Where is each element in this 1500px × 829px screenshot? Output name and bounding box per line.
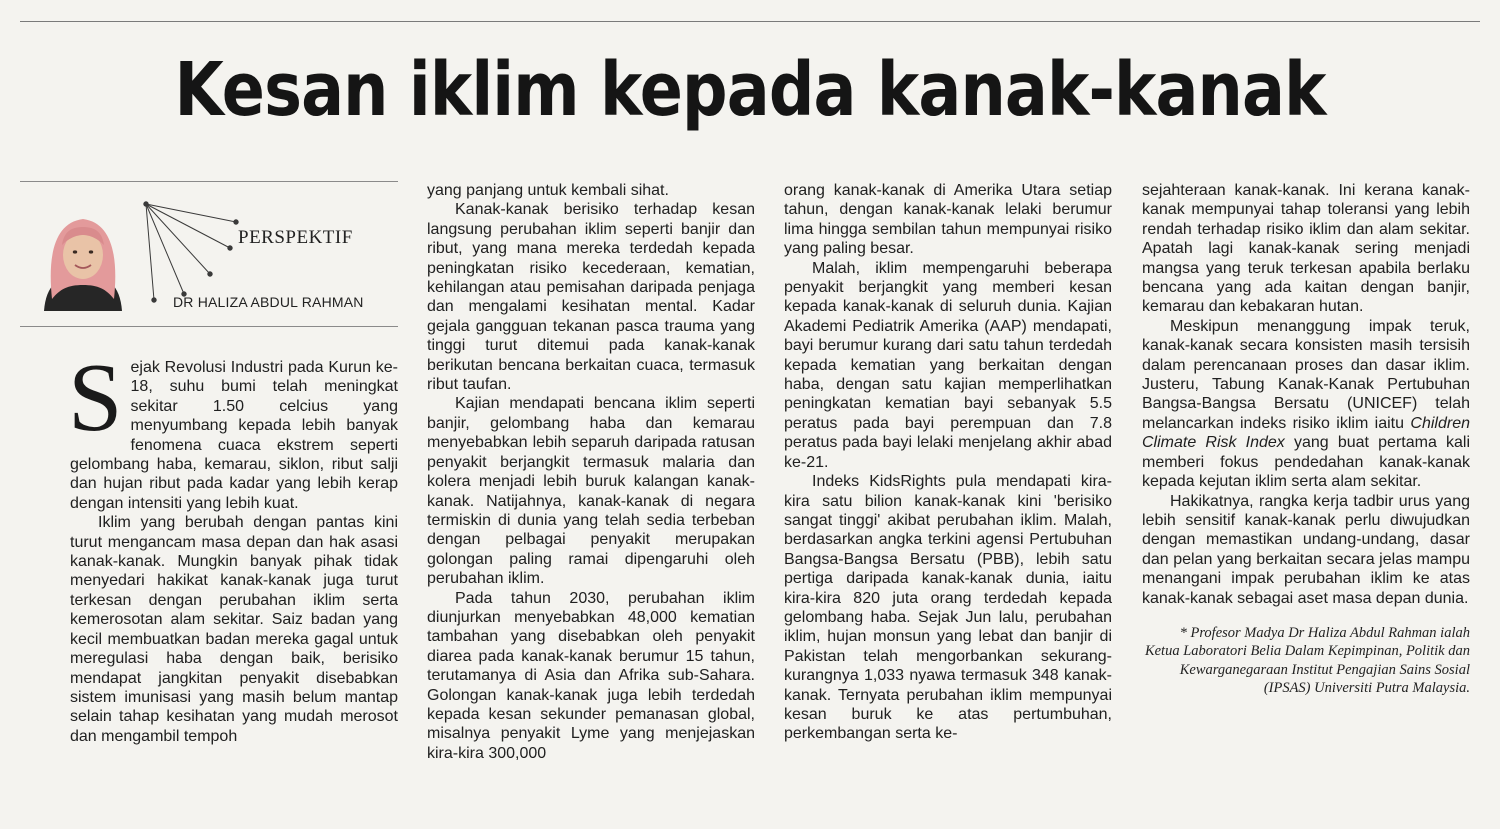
paragraph: Iklim yang berubah dengan pantas kini turut mengancam masa depan dan hak asasi kanak-kanak. Mungkin banyak pihak tidak menyedari hakikat kanak-kanak juga turut terkesan dengan perubahan iklim serta kemerosotan alam sekitar. Saiz badan yang kecil membuatkan badan mereka gagal untuk meregulasi haba dengan baik, berisiko mendapat jangkitan penyakit disebabkan sistem imunisasi yang masih belum mantap selain tahap kesihatan yang mudah merosot dan mengambil tempoh: [70, 514, 398, 745]
paragraph: Indeks KidsRights pula mendapati kira-kira satu bilion kanak-kanak kini 'berisiko sangat tinggi' akibat perubahan iklim. Malah, berdasarkan angka terkini agensi Pertubuhan Bangsa-Bangsa Bersatu (PBB), lebih satu pertiga daripada kanak-kanak dunia, iaitu kira-kira 820 juta orang terdedah kepada gelombang haba. Sejak Jun lalu, perubahan iklim, hujan monsun yang lebat dan banjir di Pakistan telah mengorbankan sekurang-kurangnya 1,033 nyawa termasuk 348 kanak-kanak. Ternyata perubahan iklim mempunyai kesan buruk ke atas pertumbuhan, perkembangan serta ke-: [784, 473, 1112, 743]
headline: Kesan iklim kepada kanak-kanak: [174, 47, 1326, 133]
article-column-3: [784, 181, 1112, 744]
paragraph: Kajian mendapati bencana iklim seperti banjir, gelombang haba dan kemarau menyebabkan lebih separuh daripada ratusan penyakit berjangkit termasuk malaria dan kolera menjadi lebih buruk kalangan kanak-kanak. Natijahnya, kanak-kanak di negara termiskin di dunia yang telah sedia terbeban dengan pelbagai penyakit merupakan golongan paling ramai dipengaruhi oleh perubahan iklim.: [427, 395, 755, 588]
paragraph-continued: orang kanak-kanak di Amerika Utara setiap tahun, dengan kanak-kanak lelaki berumur lima hingga sembilan tahun mempunyai risiko yang paling besar.: [784, 182, 1112, 258]
top-rule: [20, 21, 1480, 22]
paragraph-text: Meskipun menanggung impak teruk, kanak-kanak secara konsisten masih tersisih dalam perencanaan proses dan dasar iklim. Justeru, Tabung Kanak-Kanak Pertubuhan Bangsa-Bangsa Bersatu (UNICEF) telah melancarkan indeks risiko iklim iaitu: [1142, 317, 1470, 432]
perspektif-rays-decoration: [130, 196, 240, 306]
paragraph: Kanak-kanak berisiko terhadap kesan langsung perubahan iklim seperti banjir dan ribut, yang mana mereka terdedah kepada peningkatan risiko kecederaan, kematian, kehilangan atau pemisahan daripada penjaga dan mengalami kesihatan mental. Kadar gejala gangguan tekanan pasca trauma yang tinggi turut ditemui pada kanak-kanak berikutan bencana berkaitan cuaca, termasuk ribut taufan.: [427, 201, 755, 394]
index-name-italic: Children Climate Risk Index: [1142, 414, 1470, 452]
drop-cap: S: [68, 344, 123, 452]
article-column-4: [1142, 181, 1470, 698]
author-note: * Profesor Madya Dr Haliza Abdul Rahman ialah Ketua Laboratori Belia Dalam Kepimpinan, Politik dan Kewarganegaraan Institut Pengajian Sains Sosial (IPSAS) Universiti Putra Malaysia.: [1144, 624, 1470, 697]
paragraph-text: ejak Revolusi Industri pada Kurun ke-18, suhu bumi telah meningkat sekitar 1.50 celcius yang menyumbang kepada lebih banyak fenomena cuaca ekstrem seperti gelombang haba, kemarau, siklon, ribut salji dan hujan ribut pada kadar yang lebih kerap dengan intensiti yang lebih kuat.: [70, 359, 398, 512]
byline-bottom-rule: [20, 326, 398, 327]
author-photo: [38, 201, 128, 311]
paragraph: Pada tahun 2030, perubahan iklim diunjurkan menyebabkan 48,000 kematian tambahan yang disebabkan oleh penyakit diarea pada kanak-kanak berumur 15 tahun, terutamanya di Asia dan Afrika sub-Sahara. Golongan kanak-kanak juga lebih terdedah kepada kesan sekunder pemanasan global, misalnya penyakit Lyme yang menjejaskan kira-kira 300,000: [427, 589, 755, 762]
byline-top-rule: [20, 181, 398, 182]
paragraph-continued: yang panjang untuk kembali sihat.: [427, 182, 669, 199]
byline-box: [20, 181, 398, 327]
paragraph-continued: sejahteraan kanak-kanak. Ini kerana kanak-kanak mempunyai tahap toleransi yang lebih rendah terhadap risiko iklim dan alam sekitar. Apatah lagi kanak-kanak sering menjadi mangsa yang teruk terkesan apabila berlaku bencana yang ada kaitan dengan banjir, kemarau dan kebakaran hutan.: [1142, 182, 1470, 316]
paragraph: Hakikatnya, rangka kerja tadbir urus yang lebih sensitif kanak-kanak perlu diwujudkan dengan memastikan undang-undang, dasar dan pelan yang berkaitan secara jelas mampu menangani impak perubahan iklim ke atas kanak-kanak sebagai aset masa depan dunia.: [1142, 492, 1470, 607]
column-label: PERSPEKTIF: [238, 227, 353, 248]
paragraph: Malah, iklim mempengaruhi beberapa penyakit berjangkit yang memberi kesan kepada kanak-kanak di seluruh dunia. Kajian Akademi Pediatrik Amerika (AAP) mendapati, bayi berumur kurang dari satu tahun terdedah kepada kematian yang berkaitan dengan haba, dengan satu kajian memperlihatkan peningkatan kematian bayi sebanyak 5.5 peratus pada bayi perempuan dan 7.8 peratus pada bayi lelaki menjelang akhir abad ke-21.: [784, 259, 1112, 471]
article-column-2: [427, 181, 755, 763]
paragraph-text: yang buat pertama kali memberi fokus pendedahan kanak-kanak kepada kejutan iklim serta alam sekitar.: [1142, 434, 1471, 491]
author-name: DR HALIZA ABDUL RAHMAN: [173, 294, 364, 310]
paragraph: [1142, 317, 1470, 492]
article-column-1: [68, 344, 398, 746]
paragraph: [68, 344, 398, 513]
